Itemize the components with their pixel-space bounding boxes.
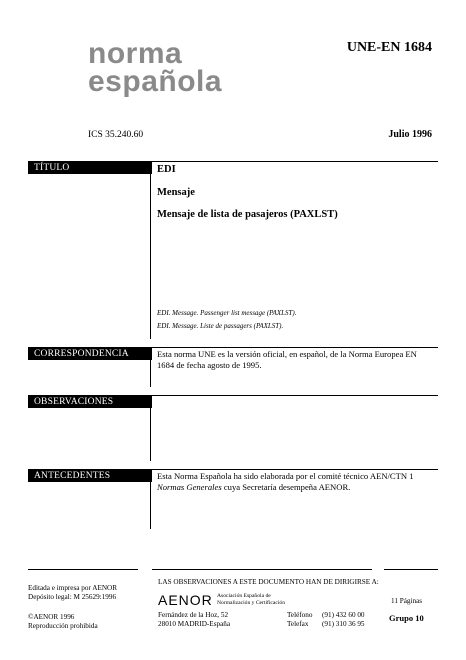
footer-phone-label: Teléfono bbox=[287, 611, 313, 619]
correspondencia-text: Esta norma UNE es la versión oficial, en español, de la Norma Europea EN 1684 de fecha agosto de 1995. bbox=[157, 349, 417, 370]
ics-code: ICS 35.240.60 bbox=[88, 130, 144, 140]
footer-reproduction: Reproducción prohibida bbox=[28, 622, 98, 630]
footer-address-2: 28010 MADRID-España bbox=[158, 620, 231, 628]
antecedentes-text-before: Esta Norma Española ha sido elaborada por el comité técnico AEN/CTN 1 bbox=[157, 471, 414, 481]
section-vline-titulo bbox=[150, 161, 151, 339]
title-full: Mensaje de lista de pasajeros (PAXLST) bbox=[157, 209, 338, 220]
footer-rule-left bbox=[28, 569, 138, 570]
title-sub: Mensaje bbox=[157, 187, 195, 198]
antecedentes-text bbox=[157, 471, 429, 493]
footer-rule-right bbox=[384, 569, 438, 570]
aenor-logo-subtitle bbox=[217, 593, 285, 606]
footer-copyright: ©AENOR 1996 bbox=[28, 613, 75, 621]
brand-title bbox=[88, 37, 223, 98]
footer-group: Grupo 10 bbox=[389, 613, 424, 623]
publication-date: Julio 1996 bbox=[388, 129, 432, 140]
footer-observations-notice: LAS OBSERVACIONES A ESTE DOCUMENTO HAN DE DIRIGIRSE A: bbox=[158, 578, 379, 586]
antecedentes-text-after: cuya Secretaría desempeña AENOR. bbox=[221, 482, 351, 492]
title-french: EDI. Message. Liste de passagers (PAXLST). bbox=[157, 322, 284, 330]
aenor-logo-sub-1: Asociación Española de bbox=[217, 593, 271, 599]
brand-line-1: norma bbox=[88, 37, 183, 70]
brand-line-2: española bbox=[88, 65, 223, 98]
footer-phone: (91) 432 60 00 bbox=[322, 611, 365, 619]
section-label-antecedentes: ANTECEDENTES bbox=[28, 470, 152, 482]
aenor-logo: AENOR bbox=[158, 592, 213, 608]
footer-edited: Editada e impresa por AENOR bbox=[28, 584, 118, 592]
aenor-logo-sub-2: Normalización y Certificación bbox=[217, 599, 286, 606]
footer-pages: 11 Páginas bbox=[391, 597, 423, 605]
footer-rule-middle bbox=[152, 569, 372, 570]
title-english: EDI. Message. Passenger list message (PAXLST). bbox=[157, 309, 297, 317]
footer-deposit: Depósito legal: M 25629:1996 bbox=[28, 593, 117, 601]
section-label-correspondencia: CORRESPONDENCIA bbox=[28, 348, 152, 360]
antecedentes-text-italic: Normas Generales bbox=[157, 482, 222, 492]
section-label-titulo: TÍTULO bbox=[28, 162, 152, 174]
footer-fax: (91) 310 36 95 bbox=[322, 620, 365, 628]
standard-code: UNE-EN 1684 bbox=[346, 40, 432, 55]
section-label-observaciones: OBSERVACIONES bbox=[28, 396, 152, 408]
footer-address-1: Fernández de la Hoz, 52 bbox=[158, 611, 229, 619]
title-main: EDI bbox=[157, 164, 176, 175]
footer-fax-label: Telefax bbox=[287, 620, 309, 628]
